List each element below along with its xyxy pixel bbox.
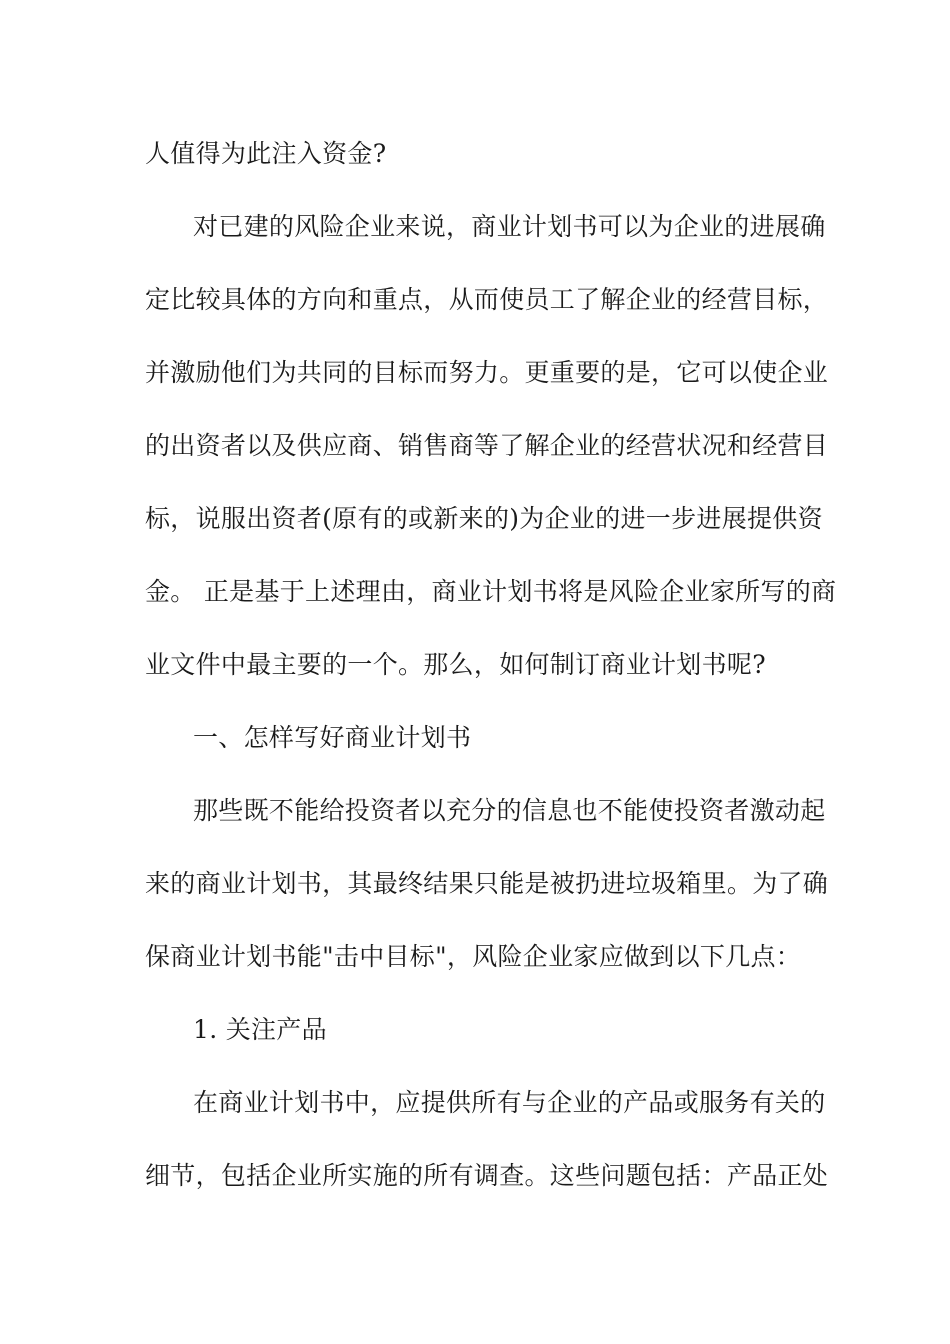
- paragraph-start-line: 在商业计划书中，应提供所有与企业的产品或服务有关的: [193, 1088, 826, 1117]
- text-line: 来的商业计划书，其最终结果只能是被扔进垃圾箱里。为了确: [145, 869, 829, 898]
- text-line: 并激励他们为共同的目标而努力。更重要的是，它可以使企业: [145, 358, 829, 387]
- text-line: 的出资者以及供应商、销售商等了解企业的经营状况和经营目: [145, 431, 829, 460]
- text-line: 标，说服出资者(原有的或新来的)为企业的进一步进展提供资: [145, 504, 823, 533]
- text-line: 保商业计划书能"击中目标"，风险企业家应做到以下几点：: [145, 942, 802, 971]
- text-line: 人值得为此注入资金?: [145, 139, 387, 168]
- text-line: 金。 正是基于上述理由，商业计划书将是风险企业家所写的商: [145, 577, 837, 606]
- paragraph-start-line: 那些既不能给投资者以充分的信息也不能使投资者激动起: [193, 796, 826, 825]
- text-line: 业文件中最主要的一个。那么，如何制订商业计划书呢?: [145, 650, 766, 679]
- text-line: 定比较具体的方向和重点，从而使员工了解企业的经营目标，: [145, 285, 829, 314]
- section-heading: 一、怎样写好商业计划书: [193, 723, 472, 752]
- paragraph-start-line: 对已建的风险企业来说，商业计划书可以为企业的进展确: [193, 212, 826, 241]
- subsection-heading: 1. 关注产品: [193, 1015, 327, 1044]
- text-line: 细节，包括企业所实施的所有调查。这些问题包括：产品正处: [145, 1161, 829, 1190]
